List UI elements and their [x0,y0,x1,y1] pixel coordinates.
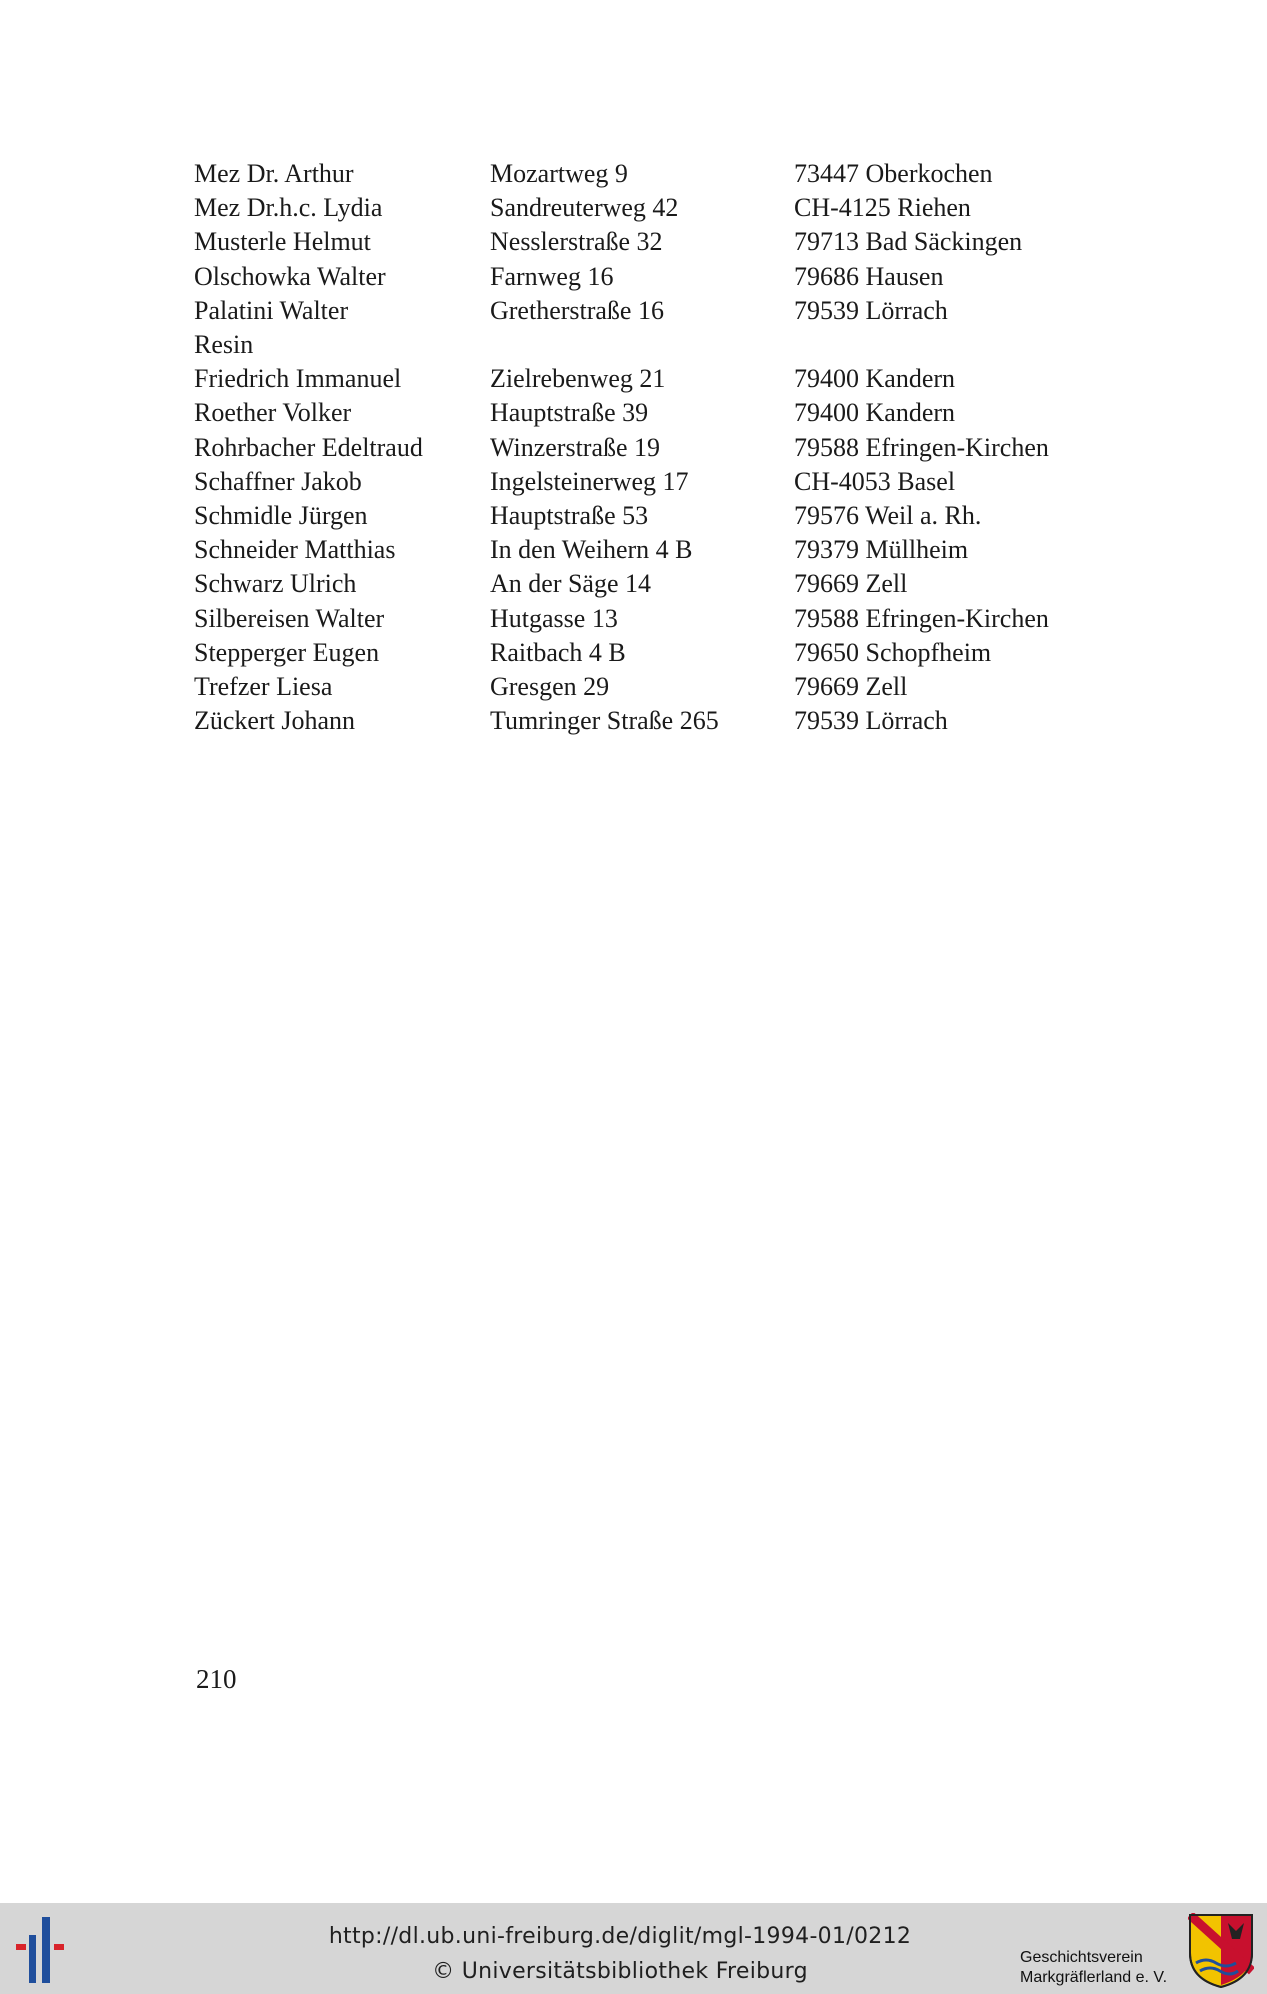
member-street: Ingelsteinerweg 17 [490,466,689,496]
member-city [794,328,1094,362]
table-row [194,328,1094,362]
member-name: Silbereisen Walter [194,603,385,633]
table-row [194,191,1094,225]
member-street: Farnweg 16 [490,261,614,291]
table-row [194,157,1094,191]
society-name [1020,1948,1167,1988]
member-city: 79588 Efringen-Kirchen [794,432,1049,462]
member-name: Schaffner Jakob [194,466,362,496]
member-street: Tumringer Straße 265 [490,706,719,736]
member-city: 79400 Kandern [794,398,956,428]
member-city: 79400 Kandern [794,364,956,394]
member-city: 73447 Oberkochen [794,159,993,188]
member-street: Hutgasse 13 [490,603,618,633]
member-street: Zielrebenweg 21 [490,364,666,394]
member-street: Winzerstraße 19 [490,432,661,462]
footer-copyright: © Universitätsbibliothek Freiburg [432,1959,808,1984]
member-name: Friedrich Immanuel [194,364,402,394]
member-name: Rohrbacher Edeltraud [194,432,423,462]
member-street: Mozartweg 9 [490,159,628,188]
table-row [194,670,1094,704]
table-row [194,499,1094,533]
member-name: Mez Dr.h.c. Lydia [194,193,383,223]
member-name: Schwarz Ulrich [194,569,357,599]
member-name: Trefzer Liesa [194,672,333,702]
member-name: Schneider Matthias [194,535,396,565]
table-row [194,225,1094,259]
table-row [194,294,1094,328]
member-city: CH-4125 Riehen [794,193,971,223]
member-city: 79686 Hausen [794,261,944,291]
member-city: 79588 Efringen-Kirchen [794,603,1049,633]
member-street: Sandreuterweg 42 [490,193,679,223]
member-name: Musterle Helmut [194,227,371,257]
member-street: In den Weihern 4 B [490,535,693,565]
table-row [194,260,1094,294]
member-name: Resin [194,330,254,360]
member-city: 79539 Lörrach [794,706,948,736]
member-city: 79650 Schopfheim [794,637,992,667]
member-address-table [194,157,1094,738]
member-street: Gresgen 29 [490,672,610,702]
table-row [194,431,1094,465]
ub-freiburg-logo-icon[interactable] [16,1917,80,1983]
member-city: 79539 Lörrach [794,295,948,325]
member-street: Hauptstraße 53 [490,501,649,531]
table-row [194,636,1094,670]
table-row [194,362,1094,396]
member-street: Nesslerstraße 32 [490,227,663,257]
member-city: 79669 Zell [794,672,908,702]
table-row [194,533,1094,567]
member-city: CH-4053 Basel [794,466,956,496]
page-number: 210 [196,1664,237,1694]
member-street: An der Säge 14 [490,569,652,599]
member-city: 79669 Zell [794,569,908,599]
member-name: Stepperger Eugen [194,637,380,667]
member-name: Olschowka Walter [194,261,386,291]
member-rows [194,157,1094,738]
footer-bar [0,1903,1267,1994]
coat-of-arms-icon [1188,1913,1254,1989]
member-name: Zückert Johann [194,706,356,736]
member-street: Raitbach 4 B [490,637,626,667]
member-name: Roether Volker [194,398,352,428]
member-name: Schmidle Jürgen [194,501,368,531]
table-row [194,602,1094,636]
member-city: 79713 Bad Säckingen [794,227,1023,257]
member-name: Mez Dr. Arthur [194,159,354,188]
table-row [194,396,1094,430]
member-street: Hauptstraße 39 [490,398,649,428]
member-city: 79576 Weil a. Rh. [794,501,982,531]
society-name-line2: Markgräflerland e. V. [1020,1969,1168,1986]
table-row [194,704,1094,738]
member-street: Gretherstraße 16 [490,295,664,325]
member-name: Palatini Walter [194,295,349,325]
table-row [194,465,1094,499]
member-city: 79379 Müllheim [794,535,969,565]
member-street [490,328,794,362]
society-name-line1: Geschichtsverein [1020,1949,1143,1966]
table-row [194,567,1094,601]
footer-url-link[interactable]: http://dl.ub.uni-freiburg.de/diglit/mgl-1994-01/0212 [328,1924,912,1949]
